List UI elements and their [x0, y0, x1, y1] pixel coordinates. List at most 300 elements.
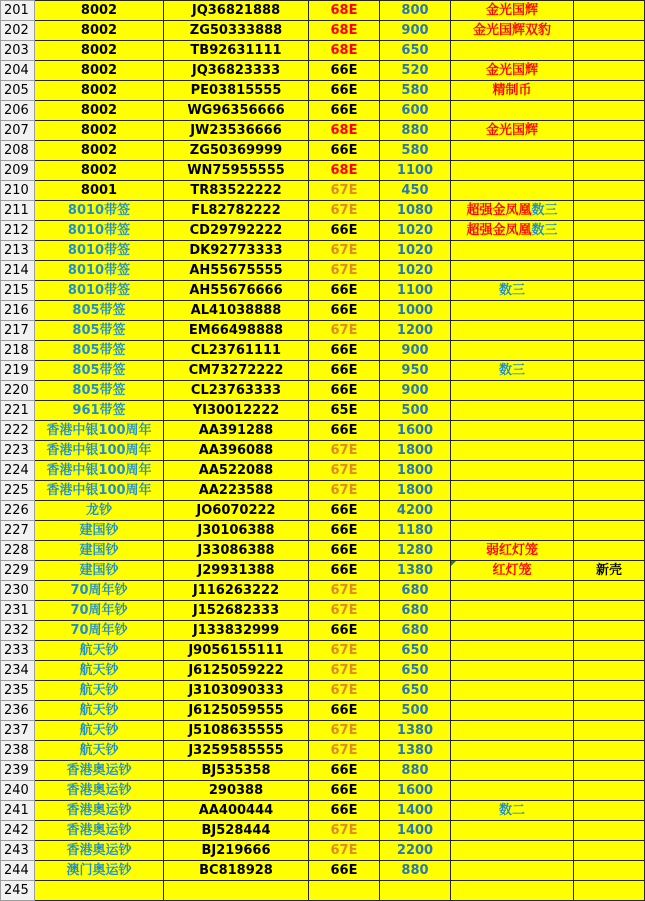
row-header[interactable]: 237	[1, 721, 35, 741]
note-cell[interactable]	[451, 401, 574, 421]
note-cell[interactable]	[451, 41, 574, 61]
note-cell[interactable]	[451, 181, 574, 201]
extra-cell[interactable]	[574, 801, 645, 821]
category-cell[interactable]: 香港奥运钞	[35, 801, 164, 821]
price-cell[interactable]: 880	[380, 861, 451, 881]
price-cell[interactable]: 880	[380, 121, 451, 141]
price-cell[interactable]: 680	[380, 621, 451, 641]
extra-cell[interactable]	[574, 121, 645, 141]
row-header[interactable]: 225	[1, 481, 35, 501]
price-cell[interactable]: 1800	[380, 481, 451, 501]
extra-cell[interactable]	[574, 741, 645, 761]
price-cell[interactable]: 900	[380, 341, 451, 361]
category-cell[interactable]: 香港奥运钞	[35, 761, 164, 781]
category-cell[interactable]: 航天钞	[35, 641, 164, 661]
note-cell[interactable]	[451, 781, 574, 801]
category-cell[interactable]: 龙钞	[35, 501, 164, 521]
serial-cell[interactable]: CD29792222	[164, 221, 309, 241]
extra-cell[interactable]	[574, 241, 645, 261]
serial-cell[interactable]	[164, 881, 309, 901]
grade-cell[interactable]: 66E	[309, 361, 380, 381]
grade-cell[interactable]: 68E	[309, 1, 380, 21]
serial-cell[interactable]: TB92631111	[164, 41, 309, 61]
category-cell[interactable]: 8002	[35, 121, 164, 141]
price-cell[interactable]: 520	[380, 61, 451, 81]
serial-cell[interactable]: JO6070222	[164, 501, 309, 521]
category-cell[interactable]: 8002	[35, 41, 164, 61]
extra-cell[interactable]: 新壳	[574, 561, 645, 581]
grade-cell[interactable]: 67E	[309, 741, 380, 761]
extra-cell[interactable]	[574, 501, 645, 521]
category-cell[interactable]: 香港奥运钞	[35, 841, 164, 861]
grade-cell[interactable]: 67E	[309, 321, 380, 341]
row-header[interactable]: 214	[1, 261, 35, 281]
grade-cell[interactable]: 68E	[309, 121, 380, 141]
extra-cell[interactable]	[574, 21, 645, 41]
price-cell[interactable]: 800	[380, 1, 451, 21]
category-cell[interactable]: 805带签	[35, 321, 164, 341]
price-cell[interactable]: 900	[380, 21, 451, 41]
grade-cell[interactable]: 66E	[309, 861, 380, 881]
row-header[interactable]: 201	[1, 1, 35, 21]
row-header[interactable]: 242	[1, 821, 35, 841]
extra-cell[interactable]	[574, 301, 645, 321]
category-cell[interactable]: 70周年钞	[35, 621, 164, 641]
price-cell[interactable]: 1100	[380, 281, 451, 301]
note-cell[interactable]	[451, 441, 574, 461]
extra-cell[interactable]	[574, 681, 645, 701]
serial-cell[interactable]: J29931388	[164, 561, 309, 581]
grade-cell[interactable]: 66E	[309, 301, 380, 321]
grade-cell[interactable]: 66E	[309, 801, 380, 821]
row-header[interactable]: 226	[1, 501, 35, 521]
row-header[interactable]: 213	[1, 241, 35, 261]
grade-cell[interactable]: 66E	[309, 501, 380, 521]
grade-cell[interactable]: 67E	[309, 201, 380, 221]
note-cell[interactable]	[451, 741, 574, 761]
extra-cell[interactable]	[574, 661, 645, 681]
extra-cell[interactable]	[574, 141, 645, 161]
note-cell[interactable]: 数三	[451, 281, 574, 301]
serial-cell[interactable]: PE03815555	[164, 81, 309, 101]
price-cell[interactable]: 600	[380, 101, 451, 121]
category-cell[interactable]: 805带签	[35, 361, 164, 381]
category-cell[interactable]: 航天钞	[35, 661, 164, 681]
row-header[interactable]: 211	[1, 201, 35, 221]
category-cell[interactable]: 70周年钞	[35, 601, 164, 621]
row-header[interactable]: 202	[1, 21, 35, 41]
extra-cell[interactable]	[574, 1, 645, 21]
extra-cell[interactable]	[574, 521, 645, 541]
grade-cell[interactable]: 66E	[309, 561, 380, 581]
extra-cell[interactable]	[574, 281, 645, 301]
grade-cell[interactable]: 66E	[309, 81, 380, 101]
grade-cell[interactable]: 66E	[309, 341, 380, 361]
category-cell[interactable]: 805带签	[35, 381, 164, 401]
price-cell[interactable]	[380, 881, 451, 901]
category-cell[interactable]: 805带签	[35, 341, 164, 361]
category-cell[interactable]: 建国钞	[35, 541, 164, 561]
serial-cell[interactable]: WN75955555	[164, 161, 309, 181]
serial-cell[interactable]: EM66498888	[164, 321, 309, 341]
category-cell[interactable]: 澳门奥运钞	[35, 861, 164, 881]
extra-cell[interactable]	[574, 341, 645, 361]
serial-cell[interactable]: J3259585555	[164, 741, 309, 761]
extra-cell[interactable]	[574, 821, 645, 841]
grade-cell[interactable]: 67E	[309, 461, 380, 481]
note-cell[interactable]: 数三	[451, 361, 574, 381]
row-header[interactable]: 227	[1, 521, 35, 541]
row-header[interactable]: 243	[1, 841, 35, 861]
category-cell[interactable]: 建国钞	[35, 521, 164, 541]
note-cell[interactable]	[451, 381, 574, 401]
category-cell[interactable]: 8010带签	[35, 201, 164, 221]
row-header[interactable]: 244	[1, 861, 35, 881]
note-cell[interactable]	[451, 601, 574, 621]
serial-cell[interactable]: ZG50369999	[164, 141, 309, 161]
grade-cell[interactable]: 67E	[309, 581, 380, 601]
grade-cell[interactable]: 66E	[309, 621, 380, 641]
grade-cell[interactable]: 67E	[309, 841, 380, 861]
price-cell[interactable]: 580	[380, 141, 451, 161]
row-header[interactable]: 218	[1, 341, 35, 361]
note-cell[interactable]: 精制币	[451, 81, 574, 101]
serial-cell[interactable]: AH55675555	[164, 261, 309, 281]
serial-cell[interactable]: BJ535358	[164, 761, 309, 781]
serial-cell[interactable]: ZG50333888	[164, 21, 309, 41]
note-cell[interactable]	[451, 241, 574, 261]
extra-cell[interactable]	[574, 621, 645, 641]
row-header[interactable]: 224	[1, 461, 35, 481]
category-cell[interactable]: 8010带签	[35, 281, 164, 301]
serial-cell[interactable]: AA391288	[164, 421, 309, 441]
price-cell[interactable]: 1100	[380, 161, 451, 181]
price-cell[interactable]: 680	[380, 581, 451, 601]
row-header[interactable]: 208	[1, 141, 35, 161]
row-header[interactable]: 219	[1, 361, 35, 381]
serial-cell[interactable]: J152682333	[164, 601, 309, 621]
grade-cell[interactable]: 68E	[309, 161, 380, 181]
price-cell[interactable]: 950	[380, 361, 451, 381]
row-header[interactable]: 234	[1, 661, 35, 681]
row-header[interactable]: 231	[1, 601, 35, 621]
category-cell[interactable]: 香港中银100周年	[35, 481, 164, 501]
serial-cell[interactable]: J6125059222	[164, 661, 309, 681]
price-cell[interactable]: 1020	[380, 221, 451, 241]
extra-cell[interactable]	[574, 161, 645, 181]
serial-cell[interactable]: BJ219666	[164, 841, 309, 861]
row-header[interactable]: 239	[1, 761, 35, 781]
extra-cell[interactable]	[574, 61, 645, 81]
note-cell[interactable]	[451, 301, 574, 321]
price-cell[interactable]: 650	[380, 661, 451, 681]
serial-cell[interactable]: J133832999	[164, 621, 309, 641]
serial-cell[interactable]: J116263222	[164, 581, 309, 601]
grade-cell[interactable]: 67E	[309, 181, 380, 201]
grade-cell[interactable]: 67E	[309, 721, 380, 741]
row-header[interactable]: 222	[1, 421, 35, 441]
row-header[interactable]: 240	[1, 781, 35, 801]
category-cell[interactable]: 8010带签	[35, 261, 164, 281]
row-header[interactable]: 232	[1, 621, 35, 641]
serial-cell[interactable]: DK92773333	[164, 241, 309, 261]
serial-cell[interactable]: AH55676666	[164, 281, 309, 301]
note-cell[interactable]: 金光国辉	[451, 1, 574, 21]
serial-cell[interactable]: WG96356666	[164, 101, 309, 121]
row-header[interactable]: 203	[1, 41, 35, 61]
note-cell[interactable]	[451, 221, 574, 241]
row-header[interactable]: 223	[1, 441, 35, 461]
price-cell[interactable]: 450	[380, 181, 451, 201]
grade-cell[interactable]: 66E	[309, 761, 380, 781]
extra-cell[interactable]	[574, 581, 645, 601]
row-header[interactable]: 241	[1, 801, 35, 821]
price-cell[interactable]: 2200	[380, 841, 451, 861]
extra-cell[interactable]	[574, 481, 645, 501]
extra-cell[interactable]	[574, 541, 645, 561]
serial-cell[interactable]: JQ36821888	[164, 1, 309, 21]
extra-cell[interactable]	[574, 421, 645, 441]
note-cell[interactable]	[451, 201, 574, 221]
grade-cell[interactable]: 67E	[309, 601, 380, 621]
note-cell[interactable]	[451, 421, 574, 441]
price-cell[interactable]: 1800	[380, 441, 451, 461]
grade-cell[interactable]: 68E	[309, 41, 380, 61]
extra-cell[interactable]	[574, 601, 645, 621]
serial-cell[interactable]: BJ528444	[164, 821, 309, 841]
grade-cell[interactable]: 65E	[309, 401, 380, 421]
extra-cell[interactable]	[574, 441, 645, 461]
note-cell[interactable]	[451, 341, 574, 361]
serial-cell[interactable]: CL23761111	[164, 341, 309, 361]
row-header[interactable]: 245	[1, 881, 35, 901]
price-cell[interactable]: 650	[380, 681, 451, 701]
grade-cell[interactable]: 67E	[309, 241, 380, 261]
price-cell[interactable]: 900	[380, 381, 451, 401]
price-cell[interactable]: 500	[380, 401, 451, 421]
category-cell[interactable]: 8002	[35, 21, 164, 41]
serial-cell[interactable]: AA400444	[164, 801, 309, 821]
category-cell[interactable]: 805带签	[35, 301, 164, 321]
extra-cell[interactable]	[574, 381, 645, 401]
grade-cell[interactable]: 66E	[309, 141, 380, 161]
extra-cell[interactable]	[574, 861, 645, 881]
category-cell[interactable]: 香港中银100周年	[35, 421, 164, 441]
category-cell[interactable]: 航天钞	[35, 681, 164, 701]
row-header[interactable]: 206	[1, 101, 35, 121]
price-cell[interactable]: 1020	[380, 261, 451, 281]
price-cell[interactable]: 500	[380, 701, 451, 721]
grade-cell[interactable]: 66E	[309, 381, 380, 401]
note-cell[interactable]	[451, 721, 574, 741]
extra-cell[interactable]	[574, 841, 645, 861]
grade-cell[interactable]: 66E	[309, 61, 380, 81]
category-cell[interactable]: 8002	[35, 1, 164, 21]
note-cell[interactable]: 金光国辉	[451, 61, 574, 81]
serial-cell[interactable]: FL82782222	[164, 201, 309, 221]
serial-cell[interactable]: TR83522222	[164, 181, 309, 201]
serial-cell[interactable]: AL41038888	[164, 301, 309, 321]
extra-cell[interactable]	[574, 701, 645, 721]
extra-cell[interactable]	[574, 461, 645, 481]
row-header[interactable]: 215	[1, 281, 35, 301]
row-header[interactable]: 229	[1, 561, 35, 581]
serial-cell[interactable]: AA396088	[164, 441, 309, 461]
note-cell[interactable]: 弱红灯笼	[451, 541, 574, 561]
row-header[interactable]: 230	[1, 581, 35, 601]
category-cell[interactable]	[35, 881, 164, 901]
price-cell[interactable]: 1180	[380, 521, 451, 541]
price-cell[interactable]: 1080	[380, 201, 451, 221]
category-cell[interactable]: 8002	[35, 101, 164, 121]
grade-cell[interactable]: 67E	[309, 821, 380, 841]
price-cell[interactable]: 1400	[380, 801, 451, 821]
serial-cell[interactable]: J3103090333	[164, 681, 309, 701]
price-cell[interactable]: 1020	[380, 241, 451, 261]
extra-cell[interactable]	[574, 881, 645, 901]
category-cell[interactable]: 香港中银100周年	[35, 441, 164, 461]
note-cell[interactable]	[451, 861, 574, 881]
category-cell[interactable]: 航天钞	[35, 721, 164, 741]
serial-cell[interactable]: J33086388	[164, 541, 309, 561]
extra-cell[interactable]	[574, 41, 645, 61]
grade-cell[interactable]: 67E	[309, 481, 380, 501]
row-header[interactable]: 205	[1, 81, 35, 101]
category-cell[interactable]: 961带签	[35, 401, 164, 421]
note-cell[interactable]	[451, 161, 574, 181]
price-cell[interactable]: 1280	[380, 541, 451, 561]
row-header[interactable]: 204	[1, 61, 35, 81]
extra-cell[interactable]	[574, 201, 645, 221]
price-cell[interactable]: 4200	[380, 501, 451, 521]
price-cell[interactable]: 580	[380, 81, 451, 101]
row-header[interactable]: 220	[1, 381, 35, 401]
extra-cell[interactable]	[574, 181, 645, 201]
note-cell[interactable]	[451, 661, 574, 681]
grade-cell[interactable]: 66E	[309, 781, 380, 801]
note-cell[interactable]	[451, 321, 574, 341]
price-cell[interactable]: 1380	[380, 721, 451, 741]
note-cell[interactable]	[451, 621, 574, 641]
note-cell[interactable]	[451, 821, 574, 841]
grade-cell[interactable]: 67E	[309, 641, 380, 661]
category-cell[interactable]: 8001	[35, 181, 164, 201]
extra-cell[interactable]	[574, 101, 645, 121]
extra-cell[interactable]	[574, 81, 645, 101]
category-cell[interactable]: 香港奥运钞	[35, 821, 164, 841]
category-cell[interactable]: 航天钞	[35, 741, 164, 761]
grade-cell[interactable]: 67E	[309, 681, 380, 701]
category-cell[interactable]: 8002	[35, 81, 164, 101]
serial-cell[interactable]: J9056155111	[164, 641, 309, 661]
extra-cell[interactable]	[574, 641, 645, 661]
extra-cell[interactable]	[574, 221, 645, 241]
note-cell[interactable]	[451, 641, 574, 661]
note-cell[interactable]	[451, 701, 574, 721]
serial-cell[interactable]: AA522088	[164, 461, 309, 481]
note-cell[interactable]: 金光国辉	[451, 121, 574, 141]
row-header[interactable]: 238	[1, 741, 35, 761]
extra-cell[interactable]	[574, 321, 645, 341]
note-cell[interactable]	[451, 261, 574, 281]
row-header[interactable]: 212	[1, 221, 35, 241]
grade-cell[interactable]: 67E	[309, 441, 380, 461]
grade-cell[interactable]: 66E	[309, 421, 380, 441]
category-cell[interactable]: 香港中银100周年	[35, 461, 164, 481]
grade-cell[interactable]	[309, 881, 380, 901]
row-header[interactable]: 209	[1, 161, 35, 181]
category-cell[interactable]: 建国钞	[35, 561, 164, 581]
row-header[interactable]: 217	[1, 321, 35, 341]
note-cell[interactable]: 数二	[451, 801, 574, 821]
row-header[interactable]: 235	[1, 681, 35, 701]
row-header[interactable]: 207	[1, 121, 35, 141]
grade-cell[interactable]: 66E	[309, 221, 380, 241]
grade-cell[interactable]: 67E	[309, 261, 380, 281]
serial-cell[interactable]: JQ36823333	[164, 61, 309, 81]
note-cell[interactable]	[451, 681, 574, 701]
serial-cell[interactable]: CM73272222	[164, 361, 309, 381]
note-cell[interactable]	[451, 881, 574, 901]
grade-cell[interactable]: 66E	[309, 101, 380, 121]
note-cell[interactable]	[451, 481, 574, 501]
extra-cell[interactable]	[574, 781, 645, 801]
category-cell[interactable]: 70周年钞	[35, 581, 164, 601]
price-cell[interactable]: 1000	[380, 301, 451, 321]
extra-cell[interactable]	[574, 361, 645, 381]
extra-cell[interactable]	[574, 401, 645, 421]
serial-cell[interactable]: J5108635555	[164, 721, 309, 741]
row-header[interactable]: 216	[1, 301, 35, 321]
grade-cell[interactable]: 66E	[309, 701, 380, 721]
price-cell[interactable]: 1400	[380, 821, 451, 841]
note-cell[interactable]	[451, 521, 574, 541]
note-cell[interactable]	[451, 461, 574, 481]
extra-cell[interactable]	[574, 261, 645, 281]
category-cell[interactable]: 8010带签	[35, 241, 164, 261]
grade-cell[interactable]: 66E	[309, 541, 380, 561]
price-cell[interactable]: 1380	[380, 741, 451, 761]
category-cell[interactable]: 8010带签	[35, 221, 164, 241]
note-cell[interactable]: 金光国辉双豹	[451, 21, 574, 41]
note-cell[interactable]	[451, 501, 574, 521]
note-cell[interactable]	[451, 581, 574, 601]
price-cell[interactable]: 680	[380, 601, 451, 621]
row-header[interactable]: 236	[1, 701, 35, 721]
row-header[interactable]: 210	[1, 181, 35, 201]
grade-cell[interactable]: 66E	[309, 521, 380, 541]
serial-cell[interactable]: J6125059555	[164, 701, 309, 721]
row-header[interactable]: 221	[1, 401, 35, 421]
note-cell[interactable]	[451, 761, 574, 781]
price-cell[interactable]: 1200	[380, 321, 451, 341]
price-cell[interactable]: 1380	[380, 561, 451, 581]
category-cell[interactable]: 8002	[35, 61, 164, 81]
row-header[interactable]: 233	[1, 641, 35, 661]
serial-cell[interactable]: JW23536666	[164, 121, 309, 141]
note-cell[interactable]	[451, 841, 574, 861]
extra-cell[interactable]	[574, 721, 645, 741]
extra-cell[interactable]	[574, 761, 645, 781]
category-cell[interactable]: 8002	[35, 161, 164, 181]
serial-cell[interactable]: CL23763333	[164, 381, 309, 401]
price-cell[interactable]: 880	[380, 761, 451, 781]
price-cell[interactable]: 1800	[380, 461, 451, 481]
price-cell[interactable]: 1600	[380, 421, 451, 441]
row-header[interactable]: 228	[1, 541, 35, 561]
price-cell[interactable]: 650	[380, 41, 451, 61]
price-cell[interactable]: 650	[380, 641, 451, 661]
